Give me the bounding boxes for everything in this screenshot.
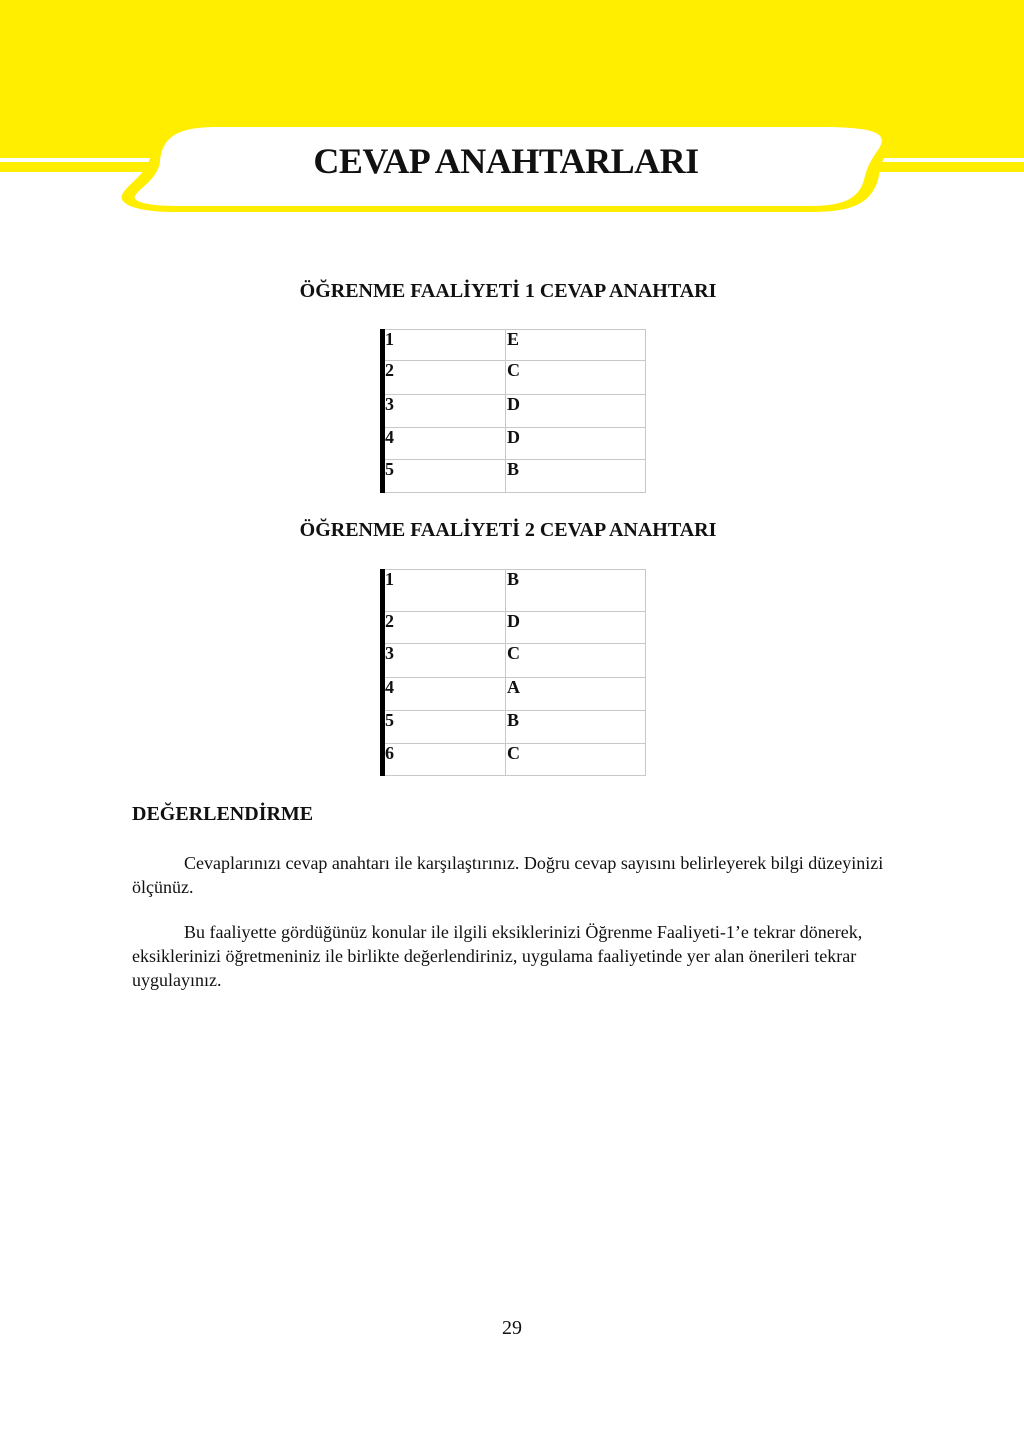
question-number: 2: [383, 612, 506, 644]
answer-key-table-2: [380, 569, 646, 776]
answer-letter: C: [506, 644, 646, 678]
table-row: [383, 644, 646, 678]
table-row: [383, 460, 646, 493]
question-number: 3: [383, 644, 506, 678]
section1-heading: ÖĞRENME FAALİYETİ 1 CEVAP ANAHTARI: [299, 280, 717, 302]
answer-letter: B: [506, 711, 646, 744]
table-row: [383, 744, 646, 776]
question-number: 5: [383, 460, 506, 493]
evaluation-paragraph-2: Bu faaliyette gördüğünüz konular ile ilgili eksiklerinizi Öğrenme Faaliyeti-1’e tekrar dönerek, eksiklerinizi öğretmeniniz ile birlikte değerlendiriniz, uygulama faaliyetinde yer alan önerileri tekrar uygulayınız.: [132, 922, 863, 990]
table-row: [383, 361, 646, 395]
section2-heading: ÖĞRENME FAALİYETİ 2 CEVAP ANAHTARI: [299, 519, 717, 541]
answer-letter: D: [506, 395, 646, 428]
answer-letter: D: [506, 428, 646, 460]
answer-letter: D: [506, 612, 646, 644]
question-number: 4: [383, 428, 506, 460]
answer-letter: C: [506, 744, 646, 776]
page-title: CEVAP ANAHTARLARI: [313, 141, 699, 181]
table-row: [383, 678, 646, 711]
page-number: 29: [502, 1317, 522, 1339]
evaluation-heading: DEĞERLENDİRME: [132, 803, 314, 825]
answer-letter: B: [506, 460, 646, 493]
question-number: 6: [383, 744, 506, 776]
question-number: 5: [383, 711, 506, 744]
header-banner: [0, 0, 1024, 220]
table-row: [383, 428, 646, 460]
table-row: [383, 711, 646, 744]
question-number: 1: [383, 330, 506, 361]
question-number: 3: [383, 395, 506, 428]
table-row: [383, 570, 646, 612]
answer-letter: A: [506, 678, 646, 711]
question-number: 1: [383, 570, 506, 612]
answer-key-table-1: [380, 329, 646, 493]
answer-letter: B: [506, 570, 646, 612]
answer-letter: C: [506, 361, 646, 395]
evaluation-paragraph-1: Cevaplarınızı cevap anahtarı ile karşılaştırınız. Doğru cevap sayısını belirleyerek bilgi düzeyinizi ölçünüz.: [132, 853, 884, 897]
table-row: [383, 612, 646, 644]
table-row: [383, 330, 646, 361]
table-row: [383, 395, 646, 428]
question-number: 4: [383, 678, 506, 711]
answer-letter: E: [506, 330, 646, 361]
question-number: 2: [383, 361, 506, 395]
